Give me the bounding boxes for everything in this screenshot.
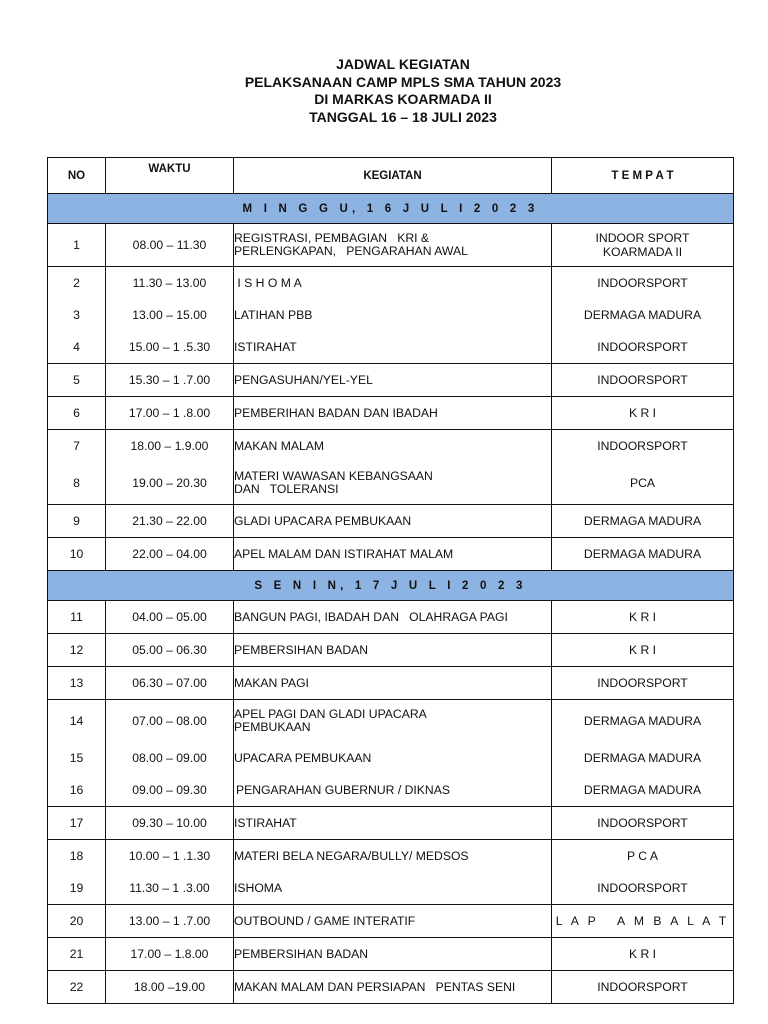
table-row xyxy=(48,430,734,463)
row-kegiatan: GLADI UPACARA PEMBUKAAN xyxy=(234,505,552,538)
row-waktu: 11.30 – 1 .3.00 xyxy=(106,872,234,905)
schedule-table xyxy=(47,157,734,1004)
table-row xyxy=(48,331,734,364)
row-waktu: 18.00 – 1.9.00 xyxy=(106,430,234,463)
table-row xyxy=(48,905,734,938)
row-waktu: 17.00 – 1.8.00 xyxy=(106,938,234,971)
row-no: 5 xyxy=(48,364,106,397)
row-tempat: INDOORSPORT xyxy=(552,667,734,700)
table-row xyxy=(48,872,734,905)
row-no: 3 xyxy=(48,299,106,331)
table-row xyxy=(48,462,734,505)
row-kegiatan: MATERI WAWASAN KEBANGSAAN DAN TOLERANSI xyxy=(234,462,552,505)
row-tempat: INDOORSPORT xyxy=(552,364,734,397)
row-tempat: DERMAGA MADURA xyxy=(552,299,734,331)
table-row xyxy=(48,700,734,743)
row-no: 9 xyxy=(48,505,106,538)
row-no: 20 xyxy=(48,905,106,938)
table-row xyxy=(48,224,734,267)
header-waktu: WAKTU xyxy=(106,158,234,194)
row-waktu: 15.30 – 1 .7.00 xyxy=(106,364,234,397)
row-waktu: 05.00 – 06.30 xyxy=(106,634,234,667)
table-row xyxy=(48,667,734,700)
row-no: 21 xyxy=(48,938,106,971)
row-waktu: 04.00 – 05.00 xyxy=(106,601,234,634)
row-no: 19 xyxy=(48,872,106,905)
table-row xyxy=(48,538,734,571)
row-kegiatan: MAKAN MALAM xyxy=(234,430,552,463)
row-waktu: 15.00 – 1 .5.30 xyxy=(106,331,234,364)
day-label: S E N I N, 1 7 J U L I 2 0 2 3 xyxy=(48,571,734,601)
table-row xyxy=(48,840,734,873)
row-no: 6 xyxy=(48,397,106,430)
row-kegiatan: OUTBOUND / GAME INTERATIF xyxy=(234,905,552,938)
row-kegiatan: I S H O M A xyxy=(234,267,552,300)
row-tempat: PCA xyxy=(552,462,734,505)
day-label: M I N G G U, 1 6 J U L I 2 0 2 3 xyxy=(48,194,734,224)
row-tempat: DERMAGA MADURA xyxy=(552,538,734,571)
row-waktu: 18.00 –19.00 xyxy=(106,971,234,1004)
table-row xyxy=(48,742,734,774)
row-waktu: 13.00 – 1 .7.00 xyxy=(106,905,234,938)
row-tempat: INDOORSPORT xyxy=(552,971,734,1004)
row-waktu: 07.00 – 08.00 xyxy=(106,700,234,743)
table-row xyxy=(48,299,734,331)
row-no: 18 xyxy=(48,840,106,873)
document-title xyxy=(0,56,768,126)
row-kegiatan: PENGASUHAN/YEL-YEL xyxy=(234,364,552,397)
row-waktu: 11.30 – 13.00 xyxy=(106,267,234,300)
header-tempat: T E M P A T xyxy=(552,158,734,194)
title-line-4: TANGGAL 16 – 18 JULI 2023 xyxy=(309,108,497,125)
row-no: 16 xyxy=(48,774,106,807)
row-tempat: INDOORSPORT xyxy=(552,807,734,840)
row-tempat: L A P A M B A L A T xyxy=(552,905,734,938)
row-no: 1 xyxy=(48,224,106,267)
row-kegiatan: ISHOMA xyxy=(234,872,552,905)
row-waktu: 21.30 – 22.00 xyxy=(106,505,234,538)
row-tempat: INDOORSPORT xyxy=(552,331,734,364)
day-2-rows xyxy=(48,601,734,1004)
row-waktu: 17.00 – 1 .8.00 xyxy=(106,397,234,430)
row-kegiatan: APEL PAGI DAN GLADI UPACARA PEMBUKAAN xyxy=(234,700,552,743)
day-1-rows xyxy=(48,224,734,571)
row-kegiatan: PENGARAHAN GUBERNUR / DIKNAS xyxy=(234,774,552,807)
table-row xyxy=(48,774,734,807)
row-waktu: 06.30 – 07.00 xyxy=(106,667,234,700)
row-kegiatan: BANGUN PAGI, IBADAH DAN OLAHRAGA PAGI xyxy=(234,601,552,634)
table-row xyxy=(48,971,734,1004)
row-waktu: 08.00 – 11.30 xyxy=(106,224,234,267)
row-tempat: INDOORSPORT xyxy=(552,430,734,463)
row-tempat: DERMAGA MADURA xyxy=(552,742,734,774)
row-no: 8 xyxy=(48,462,106,505)
header-no: NO xyxy=(48,158,106,194)
row-kegiatan: MATERI BELA NEGARA/BULLY/ MEDSOS xyxy=(234,840,552,873)
row-tempat: INDOORSPORT xyxy=(552,872,734,905)
row-kegiatan: MAKAN PAGI xyxy=(234,667,552,700)
row-no: 2 xyxy=(48,267,106,300)
row-waktu: 13.00 – 15.00 xyxy=(106,299,234,331)
row-kegiatan: LATIHAN PBB xyxy=(234,299,552,331)
table-row xyxy=(48,807,734,840)
row-kegiatan: REGISTRASI, PEMBAGIAN KRI & PERLENGKAPAN, PENGARAHAN AWAL xyxy=(234,224,552,267)
row-waktu: 08.00 – 09.00 xyxy=(106,742,234,774)
title-line-1: JADWAL KEGIATAN xyxy=(336,56,470,72)
row-waktu: 10.00 – 1 .1.30 xyxy=(106,840,234,873)
table-row xyxy=(48,601,734,634)
row-tempat: DERMAGA MADURA xyxy=(552,505,734,538)
row-kegiatan: ISTIRAHAT xyxy=(234,331,552,364)
row-no: 15 xyxy=(48,742,106,774)
title-line-2: PELAKSANAAN CAMP MPLS SMA TAHUN 2023 xyxy=(244,73,562,90)
table-row xyxy=(48,634,734,667)
row-tempat: INDOORSPORT xyxy=(552,267,734,300)
row-tempat: K R I xyxy=(552,634,734,667)
row-no: 17 xyxy=(48,807,106,840)
row-kegiatan: PEMBERSIHAN BADAN xyxy=(234,634,552,667)
row-tempat: P C A xyxy=(552,840,734,873)
row-kegiatan: PEMBERSIHAN BADAN xyxy=(234,938,552,971)
row-no: 10 xyxy=(48,538,106,571)
row-waktu: 09.00 – 09.30 xyxy=(106,774,234,807)
row-no: 22 xyxy=(48,971,106,1004)
row-no: 14 xyxy=(48,700,106,743)
row-waktu: 09.30 – 10.00 xyxy=(106,807,234,840)
row-no: 12 xyxy=(48,634,106,667)
row-tempat: K R I xyxy=(552,397,734,430)
row-tempat: K R I xyxy=(552,938,734,971)
row-kegiatan: MAKAN MALAM DAN PERSIAPAN PENTAS SENI xyxy=(234,971,552,1004)
table-row xyxy=(48,938,734,971)
row-kegiatan: ISTIRAHAT xyxy=(234,807,552,840)
row-no: 7 xyxy=(48,430,106,463)
row-kegiatan: UPACARA PEMBUKAAN xyxy=(234,742,552,774)
row-tempat: DERMAGA MADURA xyxy=(552,700,734,743)
row-waktu: 22.00 – 04.00 xyxy=(106,538,234,571)
row-no: 11 xyxy=(48,601,106,634)
row-tempat: INDOOR SPORT KOARMADA II xyxy=(552,224,734,267)
day-row-senin xyxy=(48,571,734,601)
day-row-minggu xyxy=(48,194,734,224)
table-row xyxy=(48,505,734,538)
row-kegiatan: APEL MALAM DAN ISTIRAHAT MALAM xyxy=(234,538,552,571)
table-row xyxy=(48,267,734,300)
title-line-3: DI MARKAS KOARMADA II xyxy=(314,91,492,107)
row-no: 13 xyxy=(48,667,106,700)
header-kegiatan: KEGIATAN xyxy=(234,158,552,194)
row-waktu: 19.00 – 20.30 xyxy=(106,462,234,505)
row-kegiatan: PEMBERIHAN BADAN DAN IBADAH xyxy=(234,397,552,430)
row-no: 4 xyxy=(48,331,106,364)
table-header-row xyxy=(48,158,734,194)
table-row xyxy=(48,364,734,397)
row-tempat: DERMAGA MADURA xyxy=(552,774,734,807)
row-tempat: K R I xyxy=(552,601,734,634)
table-row xyxy=(48,397,734,430)
